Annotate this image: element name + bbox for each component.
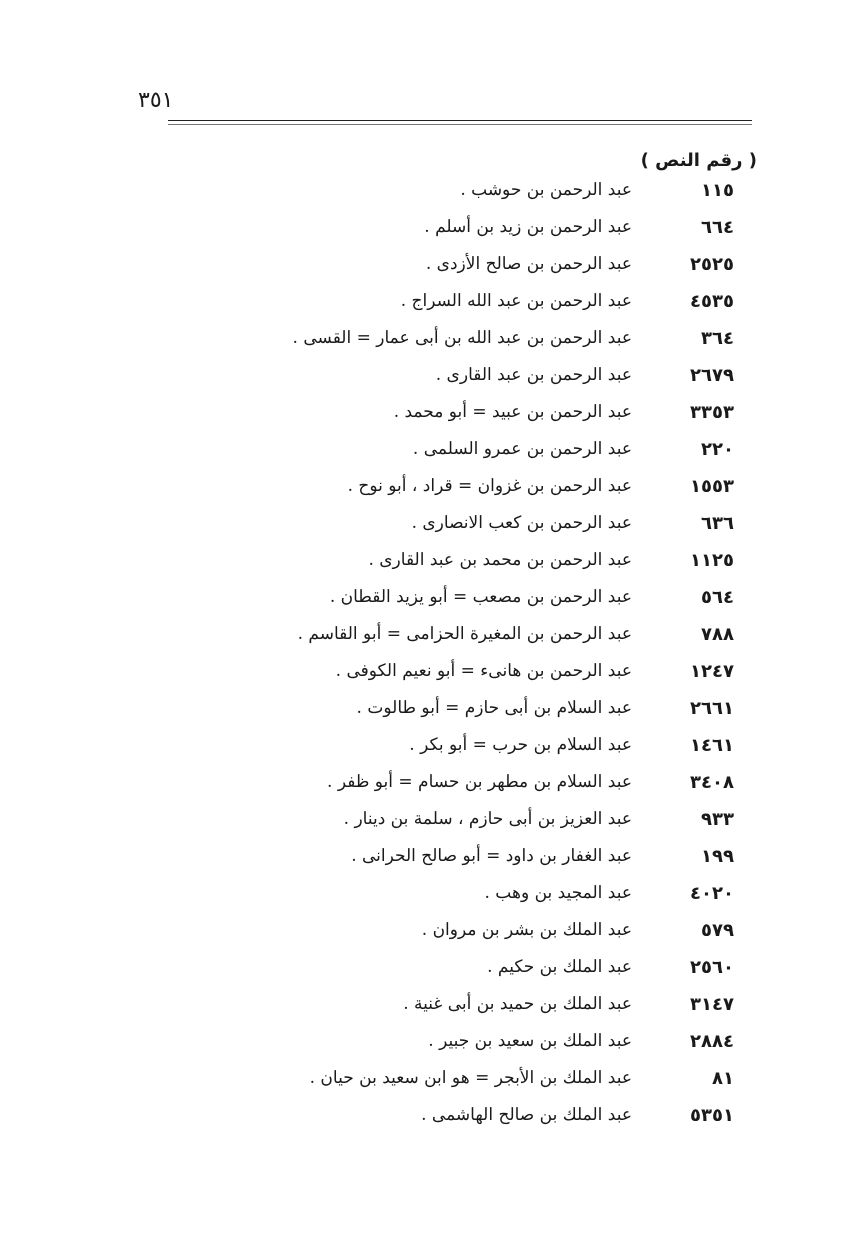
entry-name: عبد الملك بن حكيم . [487,957,632,977]
index-entry [230,1023,760,1060]
entry-text-number: ٣٦٤ [701,328,734,349]
entry-name: عبد الرحمن بن حوشب . [460,180,632,200]
index-entry [230,653,760,690]
index-entry [230,394,760,431]
entry-name: عبد الرحمن بن عبد الله بن أبى عمار = القسى . [292,328,632,348]
entry-name: عبد الرحمن بن كعب الانصارى . [411,513,632,533]
entry-text-number: ٢٥٦٠ [690,957,734,978]
entry-text-number: ٣٣٥٣ [690,402,734,423]
index-entry [230,579,760,616]
entry-name: عبد الرحمن بن المغيرة الحزامى = أبو القاسم . [297,624,632,644]
entry-name: عبد الملك بن سعيد بن جبير . [428,1031,632,1051]
index-entry [230,727,760,764]
entry-name: عبد العزيز بن أبى حازم ، سلمة بن دينار . [343,809,632,829]
index-entry [230,616,760,653]
entry-name: عبد الملك بن صالح الهاشمى . [421,1105,632,1125]
entry-name: عبد الرحمن بن عبد الله السراج . [400,291,632,311]
entry-text-number: ٥٦٤ [701,587,734,608]
entry-text-number: ٧٨٨ [701,624,734,645]
entry-name: عبد الرحمن بن زيد بن أسلم . [424,217,632,237]
entry-name: عبد الملك بن بشر بن مروان . [421,920,632,940]
entry-name: عبد الملك بن حميد بن أبى غنية . [403,994,632,1014]
entry-text-number: ٢٨٨٤ [690,1031,734,1052]
entry-name: عبد الرحمن بن عبد القارى . [435,365,632,385]
entry-name: عبد السلام بن حرب = أبو بكر . [409,735,632,755]
index-entry [230,1097,760,1134]
index-entry [230,912,760,949]
index-entry [230,949,760,986]
index-entry [230,209,760,246]
entry-name: عبد الرحمن بن صالح الأزدى . [425,254,632,274]
index-entry [230,986,760,1023]
index-entry [230,838,760,875]
entry-text-number: ١٤٦١ [690,735,734,756]
entry-name: عبد الرحمن بن مصعب = أبو يزيد القطان . [329,587,632,607]
entry-name: عبد السلام بن مطهر بن حسام = أبو ظفر . [327,772,632,792]
index-entry [230,283,760,320]
entry-name: عبد الرحمن بن عبيد = أبو محمد . [393,402,632,422]
index-entry [230,172,760,209]
header-rule [168,120,752,121]
entry-text-number: ٥٧٩ [701,920,734,941]
entry-text-number: ١٥٥٣ [690,476,734,497]
entry-text-number: ٤٠٢٠ [690,883,734,904]
index-entry [230,246,760,283]
header-rule-thin [168,124,752,125]
entry-text-number: ٤٥٣٥ [690,291,734,312]
entry-text-number: ٣١٤٧ [690,994,734,1015]
entry-text-number: ١٩٩ [701,846,734,867]
index-entry [230,468,760,505]
index-entry [230,875,760,912]
entry-name: عبد المجيد بن وهب . [484,883,632,903]
entry-text-number: ٩٣٣ [701,809,734,830]
entry-text-number: ١٢٤٧ [690,661,734,682]
entry-name: عبد الملك بن الأبجر = هو ابن سعيد بن حيان . [309,1068,632,1088]
entry-text-number: ١١٥ [701,180,734,201]
index-entries [230,172,760,1134]
index-entry [230,320,760,357]
entry-name: عبد الرحمن بن هانىء = أبو نعيم الكوفى . [335,661,632,681]
index-entry [230,764,760,801]
index-entry [230,690,760,727]
entry-text-number: ٦٣٦ [701,513,734,534]
index-entry [230,801,760,838]
page-number: ٣٥١ [138,88,174,113]
entry-text-number: ٣٤٠٨ [690,772,734,793]
index-entry [230,505,760,542]
entry-text-number: ٢٦٦١ [690,698,734,719]
index-entry [230,431,760,468]
entry-name: عبد الرحمن بن محمد بن عبد القارى . [368,550,632,570]
entry-text-number: ١١٢٥ [690,550,734,571]
entry-text-number: ٢٥٢٥ [690,254,734,275]
entry-name: عبد السلام بن أبى حازم = أبو طالوت . [356,698,632,718]
entry-text-number: ٢٦٧٩ [690,365,734,386]
index-entry [230,357,760,394]
entry-text-number: ٦٦٤ [701,217,734,238]
entry-text-number: ٢٢٠ [701,439,734,460]
index-entry [230,1060,760,1097]
entry-name: عبد الرحمن بن غزوان = قراد ، أبو نوح . [347,476,632,496]
entry-text-number: ٨١ [712,1068,734,1089]
entry-text-number: ٥٣٥١ [690,1105,734,1126]
entry-name: عبد الغفار بن داود = أبو صالح الحرانى . [351,846,632,866]
entry-name: عبد الرحمن بن عمرو السلمى . [412,439,632,459]
column-header: ( رقم النص ) [640,150,757,171]
index-entry [230,542,760,579]
